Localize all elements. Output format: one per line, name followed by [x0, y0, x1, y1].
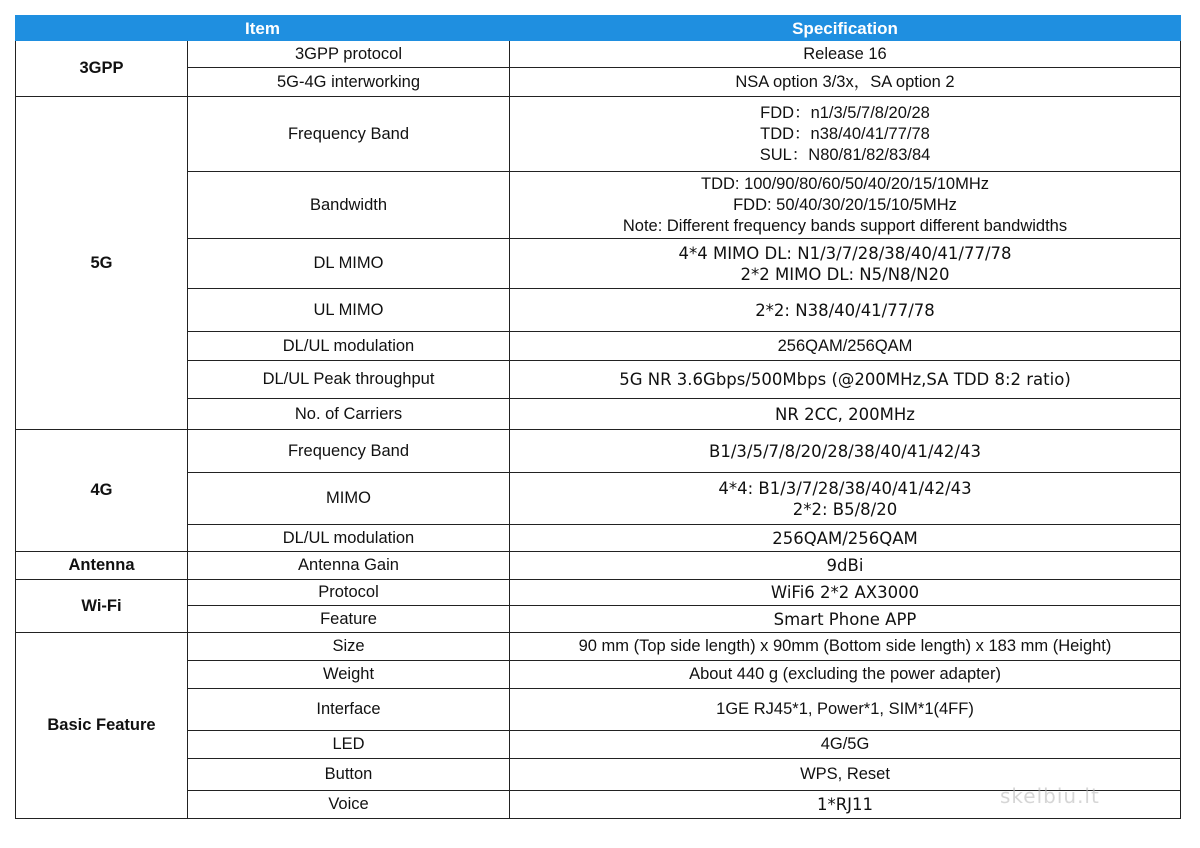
group-label-3gpp: 3GPP	[16, 41, 188, 97]
item-cell: DL/UL modulation	[188, 525, 510, 552]
spec-line: 2*2 MIMO DL: N5/N8/N20	[740, 264, 950, 284]
spec-line: TDD：n38/40/41/77/78	[760, 124, 930, 143]
spec-cell	[510, 552, 1181, 580]
spec-line: About 440 g (excluding the power adapter)	[689, 665, 1001, 683]
spec-cell	[510, 731, 1181, 759]
spec-cell	[510, 689, 1181, 731]
spec-line: 1GE RJ45*1, Power*1, SIM*1(4FF)	[716, 700, 974, 718]
item-cell: Frequency Band	[188, 430, 510, 473]
item-cell: DL/UL Peak throughput	[188, 361, 510, 399]
table-row	[16, 689, 1181, 731]
spec-cell	[510, 633, 1181, 661]
table-row	[16, 552, 1181, 580]
spec-cell	[510, 606, 1181, 633]
table-row	[16, 580, 1181, 606]
spec-line: NR 2CC, 200MHz	[775, 404, 915, 424]
item-cell: Size	[188, 633, 510, 661]
spec-cell	[510, 68, 1181, 97]
table-row	[16, 68, 1181, 97]
group-label-5g: 5G	[16, 97, 188, 430]
spec-cell	[510, 289, 1181, 332]
table-row	[16, 661, 1181, 689]
item-cell: LED	[188, 731, 510, 759]
item-cell: Protocol	[188, 580, 510, 606]
table-row	[16, 430, 1181, 473]
group-label-antenna: Antenna	[16, 552, 188, 580]
header-specification: Specification	[510, 16, 1181, 41]
table-row	[16, 41, 1181, 68]
item-cell: UL MIMO	[188, 289, 510, 332]
spec-line: Release 16	[803, 44, 887, 63]
item-cell: Frequency Band	[188, 97, 510, 172]
header-item: Item	[16, 16, 510, 41]
spec-line: FDD: 50/40/30/20/15/10/5MHz	[733, 195, 957, 214]
spec-cell	[510, 172, 1181, 239]
spec-line: WiFi6 2*2 AX3000	[770, 583, 920, 602]
spec-line: 5G NR 3.6Gbps/500Mbps (@200MHz,SA TDD 8:2 ratio)	[619, 370, 1071, 389]
spec-table	[15, 15, 1181, 819]
table-row	[16, 361, 1181, 399]
spec-cell	[510, 661, 1181, 689]
spec-line: B1/3/5/7/8/20/28/38/40/41/42/43	[709, 441, 981, 461]
spec-line: 4G/5G	[820, 735, 870, 753]
spec-cell	[510, 332, 1181, 361]
table-row	[16, 332, 1181, 361]
spec-line: SUL：N80/81/82/83/84	[759, 145, 931, 164]
spec-cell	[510, 430, 1181, 473]
table-row	[16, 172, 1181, 239]
item-cell: DL MIMO	[188, 239, 510, 289]
group-label-wifi: Wi-Fi	[16, 580, 188, 633]
spec-line: 1*RJ11	[816, 795, 874, 814]
table-row	[16, 731, 1181, 759]
spec-line: 4*4: B1/3/7/28/38/40/41/42/43	[718, 478, 972, 498]
spec-line: 90 mm (Top side length) x 90mm (Bottom side length) x 183 mm (Height)	[578, 637, 1112, 655]
spec-cell	[510, 239, 1181, 289]
spec-line: 2*2: N38/40/41/77/78	[755, 300, 935, 320]
spec-cell	[510, 525, 1181, 552]
table-row	[16, 473, 1181, 525]
spec-cell	[510, 361, 1181, 399]
item-cell: Feature	[188, 606, 510, 633]
watermark: skelbiu.lt	[1000, 784, 1100, 808]
table-row	[16, 633, 1181, 661]
spec-line: WPS, Reset	[800, 765, 890, 783]
spec-cell	[510, 97, 1181, 172]
spec-line: 2*2: B5/8/20	[792, 499, 898, 519]
item-cell: MIMO	[188, 473, 510, 525]
table-row	[16, 606, 1181, 633]
table-row	[16, 399, 1181, 430]
group-label-4g: 4G	[16, 430, 188, 552]
item-cell: 3GPP protocol	[188, 41, 510, 68]
table-row	[16, 289, 1181, 332]
spec-line: Smart Phone APP	[773, 609, 917, 629]
item-cell: Bandwidth	[188, 172, 510, 239]
spec-line: Note: Different frequency bands support different bandwidths	[622, 216, 1068, 235]
table-row	[16, 525, 1181, 552]
spec-line: 256QAM/256QAM	[777, 336, 913, 355]
spec-line: TDD: 100/90/80/60/50/40/20/15/10MHz	[700, 174, 990, 193]
spec-line: 9dBi	[826, 556, 864, 575]
item-cell: Interface	[188, 689, 510, 731]
spec-cell	[510, 41, 1181, 68]
item-cell: Antenna Gain	[188, 552, 510, 580]
spec-cell	[510, 399, 1181, 430]
spec-cell	[510, 580, 1181, 606]
table-header-row	[16, 16, 1181, 41]
spec-cell	[510, 473, 1181, 525]
item-cell: Button	[188, 759, 510, 791]
spec-line: 256QAM/256QAM	[772, 528, 918, 548]
item-cell: DL/UL modulation	[188, 332, 510, 361]
spec-line: FDD：n1/3/5/7/8/20/28	[760, 103, 930, 122]
item-cell: Weight	[188, 661, 510, 689]
table-row	[16, 239, 1181, 289]
item-cell: No. of Carriers	[188, 399, 510, 430]
table-row	[16, 97, 1181, 172]
group-label-basic-feature: Basic Feature	[16, 633, 188, 819]
item-cell: Voice	[188, 791, 510, 819]
item-cell: 5G-4G interworking	[188, 68, 510, 97]
spec-line: 4*4 MIMO DL: N1/3/7/28/38/40/41/77/78	[678, 243, 1012, 263]
spec-line: NSA option 3/3x，SA option 2	[735, 72, 955, 91]
